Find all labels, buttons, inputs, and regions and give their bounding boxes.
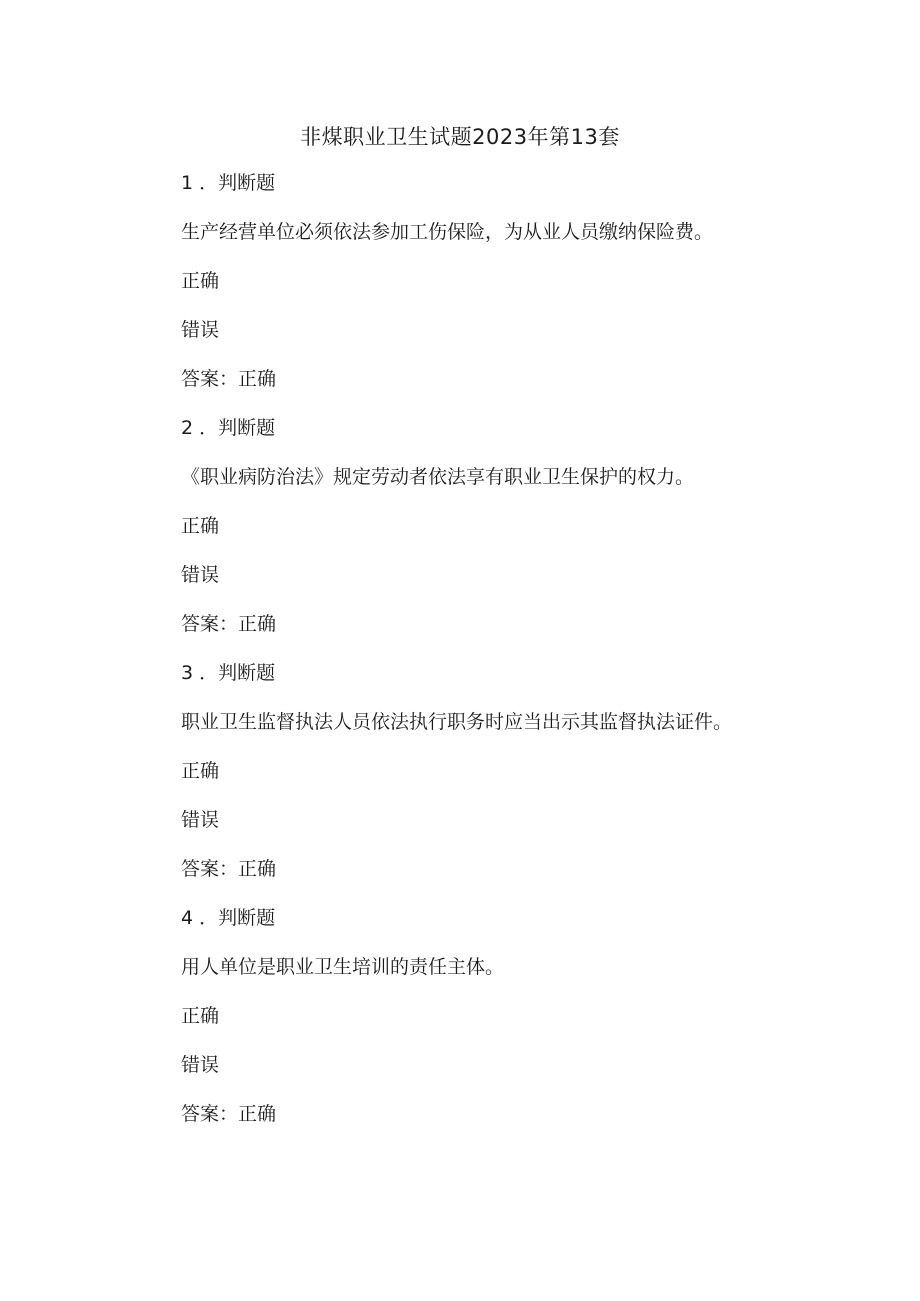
question-text: 职业卫生监督执法人员依法执行职务时应当出示其监督执法证件。: [181, 711, 733, 733]
option-wrong: 错误: [181, 319, 220, 341]
question-type: ．判断题: [199, 172, 276, 194]
question-text: 用人单位是职业卫生培训的责任主体。: [181, 956, 505, 978]
option-correct: 正确: [181, 270, 220, 292]
question-type: ．判断题: [199, 662, 276, 684]
option-correct: 正确: [181, 515, 220, 537]
question-2: [181, 414, 821, 659]
option-wrong: 错误: [181, 1054, 220, 1076]
question-type: ．判断题: [199, 907, 276, 929]
question-4: [181, 904, 821, 1149]
option-wrong: 错误: [181, 809, 220, 831]
question-1: [181, 169, 821, 414]
question-header: [181, 659, 821, 708]
question-number: 3: [181, 662, 194, 684]
answer: 答案：正确: [181, 1103, 277, 1125]
question-header: [181, 904, 821, 953]
question-text: 《职业病防治法》规定劳动者依法享有职业卫生保护的权力。: [181, 466, 695, 488]
question-header: [181, 169, 821, 218]
option-wrong: 错误: [181, 564, 220, 586]
answer: 答案：正确: [181, 858, 277, 880]
answer: 答案：正确: [181, 368, 277, 390]
question-number: 2: [181, 417, 194, 439]
option-correct: 正确: [181, 1005, 220, 1027]
question-list: [181, 169, 821, 1149]
question-header: [181, 414, 821, 463]
option-correct: 正确: [181, 760, 220, 782]
question-number: 1: [181, 172, 194, 194]
question-type: ．判断题: [199, 417, 276, 439]
question-3: [181, 659, 821, 904]
answer: 答案：正确: [181, 613, 277, 635]
question-text: 生产经营单位必须依法参加工伤保险，为从业人员缴纳保险费。: [181, 221, 714, 243]
document-title: 非煤职业卫生试题2023年第13套: [300, 125, 620, 149]
question-number: 4: [181, 907, 194, 929]
